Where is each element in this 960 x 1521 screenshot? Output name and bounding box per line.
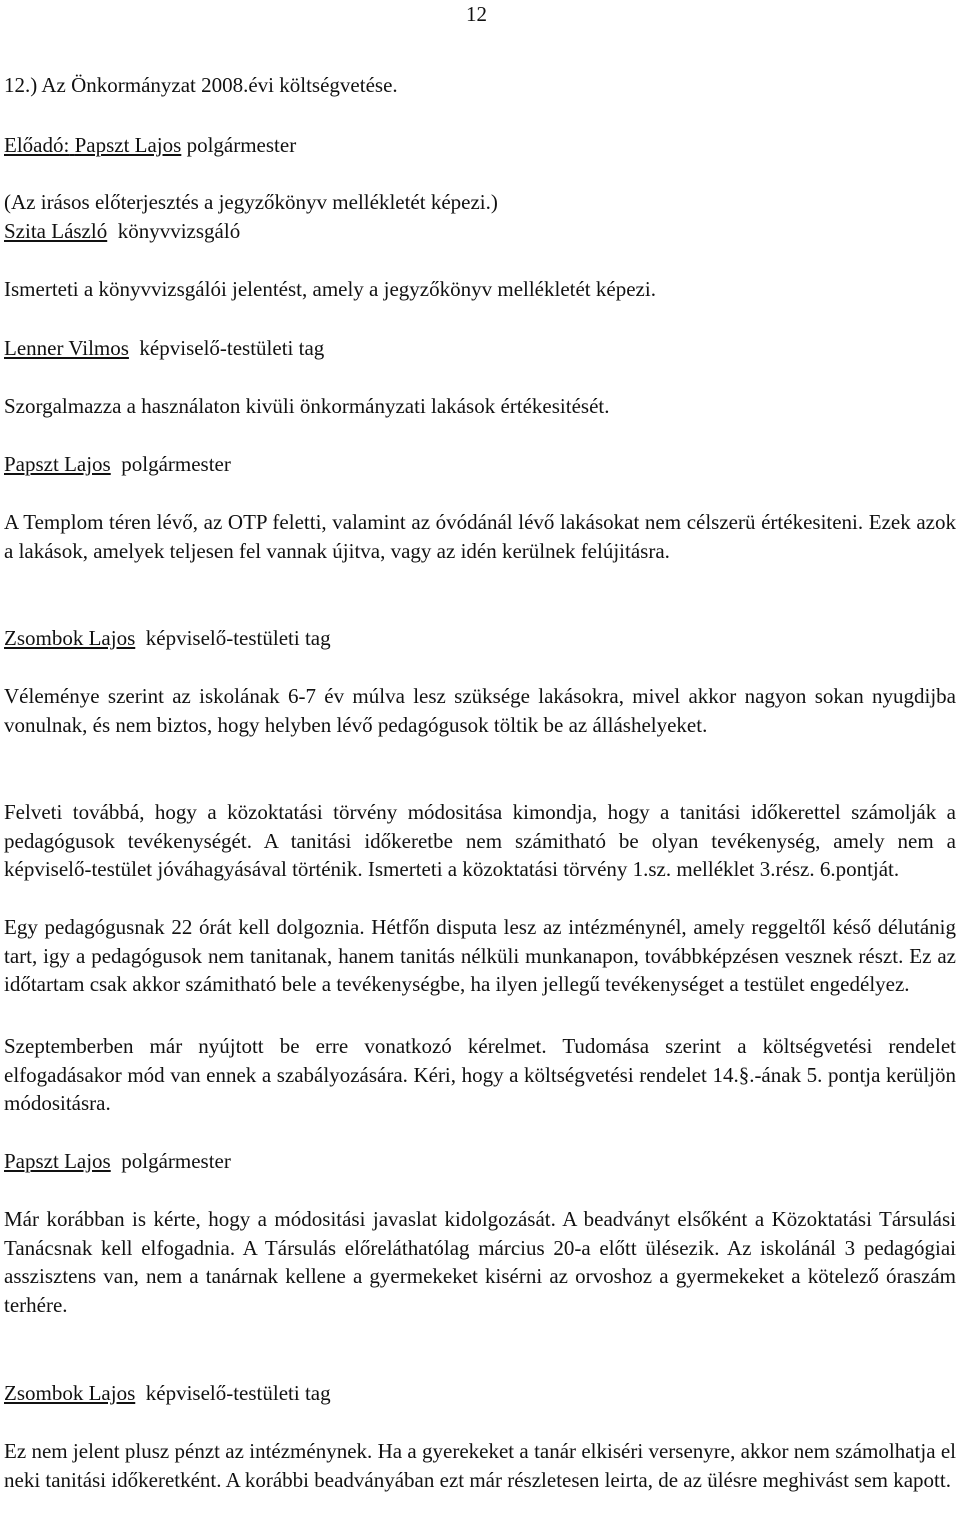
speaker-line	[4, 334, 956, 363]
speech-paragraph: Egy pedagógusnak 22 órát kell dolgoznia. Hétfőn disputa lesz az intézménynél, amely reggeltől késő délutánig tart, igy a pedagógusok nem tanitanak, hanem tanitás nélküli munkanapon, továbbképzésen vesznek részt. Ez az időtartam csak akkor számitható bele a tevékenységbe, ha ilyen jellegű tevékenységet a testület engedélyez.	[4, 915, 956, 996]
speaker-role: képviselő-testületi tag	[145, 1381, 331, 1405]
speech-paragraph: Felveti továbbá, hogy a közoktatási törvény módositása kimondja, hogy a tanitási időkerettel számolják a pedagógusok tevékenységét. A tanitási időkeretbe nem számitható be olyan tevékenység, amely nem a képviselő-testület jóváhagyásával történik. Ismerteti a közoktatási törvény 1.sz. melléklet 3.rész. 6.pontját.	[4, 800, 956, 881]
speech-paragraph: Szeptemberben már nyújtott be erre vonatkozó kérelmet. Tudomása szerint a költségvetési rendelet elfogadásakor mód van ennek a szabályozására. Kéri, hogy a költségvetési rendelet 14.§.-ának 5. pontja kerüljön módositásra.	[4, 1034, 956, 1115]
speaker-name: Szita László	[4, 219, 108, 243]
speaker-role: polgármester	[121, 1149, 231, 1173]
presenter-role: polgármester	[186, 133, 297, 157]
speaker-line	[4, 624, 956, 653]
speaker-line	[4, 450, 956, 479]
speech-paragraph: Már korábban is kérte, hogy a módositási javaslat kidolgozását. A beadványt elsőként a Közoktatási Társulási Tanácsnak kell elfogadnia. A Társulás előreláthatólag március 20-a előtt ülésezik. Az iskolánál 3 pedagógiai asszisztens van, nem a tanárnak kellene a gyermekeket kisérni az orvoshoz a gyermekeket a kötelező óraszám terhére.	[4, 1207, 956, 1317]
speech-paragraph: Véleménye szerint az iskolának 6-7 év múlva lesz szüksége lakásokra, mivel akkor nagyon sokan nyugdijba vonulnak, és nem biztos, hogy helyben lévő pedagógusok töltik be az álláshelyeket.	[4, 684, 956, 737]
speaker-role: könyvvizsgáló	[117, 219, 241, 243]
speech-paragraph: Ismerteti a könyvvizsgálói jelentést, amely a jegyzőkönyv mellékletét képezi.	[4, 277, 656, 301]
agenda-heading: 12.) Az Önkormányzat 2008.évi költségvetése.	[4, 73, 398, 97]
speaker-name: Papszt Lajos	[4, 1149, 111, 1173]
presenter-name: Papszt Lajos	[74, 133, 182, 157]
speaker-name: Papszt Lajos	[4, 452, 111, 476]
presenter-line	[4, 131, 956, 160]
speaker-line	[4, 1147, 956, 1176]
presenter-label: Előadó:	[4, 133, 70, 157]
speaker-role: polgármester	[121, 452, 231, 476]
speaker-role: képviselő-testületi tag	[139, 336, 325, 360]
speaker-line	[4, 1379, 956, 1408]
attachment-note: (Az irásos előterjesztés a jegyzőkönyv mellékletét képezi.)	[4, 190, 498, 214]
speaker-name: Lenner Vilmos	[4, 336, 129, 360]
speech-paragraph: Szorgalmazza a használaton kivüli önkormányzati lakások értékesitését.	[4, 394, 610, 418]
speaker-line	[4, 217, 956, 246]
speech-paragraph: A Templom téren lévő, az OTP feletti, valamint az óvódánál lévő lakásokat nem célszerü értékesiteni. Ezek azok a lakások, amelyek teljesen fel vannak újitva, vagy az idén kerülnek felújitásra.	[4, 510, 956, 563]
page-number: 12	[466, 2, 487, 26]
speaker-role: képviselő-testületi tag	[145, 626, 331, 650]
speaker-name: Zsombok Lajos	[4, 1381, 136, 1405]
speaker-name: Zsombok Lajos	[4, 626, 136, 650]
speech-paragraph: Ez nem jelent plusz pénzt az intézménynek. Ha a gyerekeket a tanár elkiséri versenyre, akkor nem számolhatja el neki tanitási időkeretként. A korábbi beadványában ezt már részletesen leirta, de az ülésre meghivást sem kapott.	[4, 1439, 956, 1492]
